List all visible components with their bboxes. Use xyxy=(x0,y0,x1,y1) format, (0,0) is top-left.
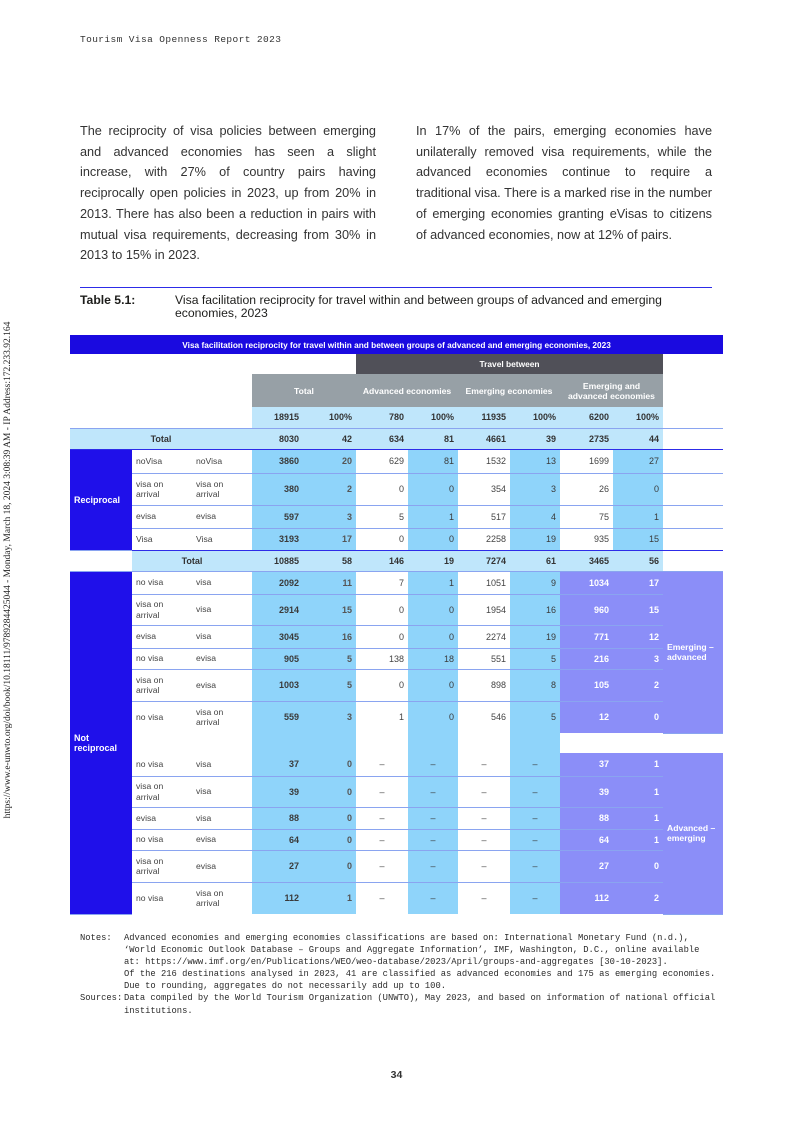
table-cell: 3193 xyxy=(252,528,303,550)
table-cell: 16 xyxy=(303,625,356,648)
table-cell: 20 xyxy=(303,449,356,473)
table-cell: 1 xyxy=(613,807,663,829)
travel-between-header: Travel between xyxy=(356,354,663,374)
table-cell: 17 xyxy=(303,528,356,550)
row-label-to: evisa xyxy=(192,648,252,669)
table-cell: 216 xyxy=(560,648,613,669)
total-cell: 7274 xyxy=(458,550,510,571)
row-label-from: visa on arrival xyxy=(132,776,192,807)
table-cell: – xyxy=(458,829,510,850)
table-cell: 3 xyxy=(303,701,356,733)
count-both-p: 100% xyxy=(613,407,663,428)
row-label-to: visa xyxy=(192,753,252,776)
table-notes xyxy=(80,932,720,1017)
table-cell: 551 xyxy=(458,648,510,669)
not-reciprocal-group-label: Not reciprocal xyxy=(70,571,132,914)
total-cell: 56 xyxy=(613,550,663,571)
row-label-to: evisa xyxy=(192,669,252,701)
total-cell: 19 xyxy=(408,550,458,571)
sources-label: Sources: xyxy=(80,993,123,1004)
total-cell: 146 xyxy=(356,550,408,571)
table-cell: – xyxy=(408,753,458,776)
table-cell: 75 xyxy=(560,505,613,528)
row-label-to: noVisa xyxy=(192,449,252,473)
table-cell: 380 xyxy=(252,473,303,505)
row-label-to: visa on arrival xyxy=(192,473,252,505)
table-cell: – xyxy=(458,776,510,807)
reciprocity-table xyxy=(70,335,723,915)
table-cell: 0 xyxy=(303,807,356,829)
access-watermark-text: https://www.e-unwto.org/doi/book/10.18111/9789284425044 - Monday, March 18, 2024 3:08:39 AM - IP Address:172.233.92.164 xyxy=(3,321,13,819)
row-label-from: no visa xyxy=(132,829,192,850)
table-cell: 17 xyxy=(613,571,663,594)
row-label-from: evisa xyxy=(132,505,192,528)
table-cell: – xyxy=(510,882,560,914)
table-cell: 0 xyxy=(303,753,356,776)
row-label-to: visa xyxy=(192,807,252,829)
total-cell: 58 xyxy=(303,550,356,571)
table-cell: 1 xyxy=(613,829,663,850)
table-cell: 1532 xyxy=(458,449,510,473)
table-cell: – xyxy=(510,776,560,807)
reciprocal-group-label: Reciprocal xyxy=(70,449,132,550)
table-cell: 4 xyxy=(510,505,560,528)
intro-left-paragraph: The reciprocity of visa policies between emerging and advanced economies has seen a slight increase, with 27% of country pairs having reciprocally open policies in 2023, up from 20% in 2013. There has also been a reduction in pairs with mutual visa requirements, decreasing from 30% in 2013 to 15% in 2023. xyxy=(80,124,376,263)
count-total-p: 100% xyxy=(303,407,356,428)
note-rounding: Due to rounding, aggregates do not necessarily add up to 100. xyxy=(124,981,447,992)
table-cell: 15 xyxy=(613,594,663,625)
table-cell: 0 xyxy=(408,701,458,733)
row-label-from: no visa xyxy=(132,648,192,669)
table-cell: 18 xyxy=(408,648,458,669)
row-label-to: visa xyxy=(192,625,252,648)
table-cell: 0 xyxy=(408,594,458,625)
table-cell: 81 xyxy=(408,449,458,473)
count-emg-p: 100% xyxy=(510,407,560,428)
table-cell: 3 xyxy=(303,505,356,528)
table-cell: 7 xyxy=(356,571,408,594)
table-cell: 64 xyxy=(252,829,303,850)
table-cell: – xyxy=(408,882,458,914)
table-cell: 1 xyxy=(613,753,663,776)
table-cell: 3045 xyxy=(252,625,303,648)
row-label-to: visa on arrival xyxy=(192,701,252,733)
row-label-to: evisa xyxy=(192,850,252,882)
table-cell: 0 xyxy=(356,473,408,505)
row-label-from: evisa xyxy=(132,625,192,648)
table-title-bar: Visa facilitation reciprocity for travel within and between groups of advanced and emerging economies, 2023 xyxy=(70,335,723,354)
row-label-to: visa on arrival xyxy=(192,882,252,914)
table-cell: – xyxy=(408,776,458,807)
table-cell: 354 xyxy=(458,473,510,505)
notes-label: Notes: xyxy=(80,933,112,943)
table-cell: 0 xyxy=(303,829,356,850)
intro-text xyxy=(80,121,712,266)
col-header-advanced: Advanced economies xyxy=(356,374,458,407)
advanced-emerging-label: Advanced – emerging xyxy=(663,753,723,914)
intro-right-paragraph: In 17% of the pairs, emerging economies have unilaterally removed visa requirements, while the advanced economies continue to require a traditional visa. There is a marked rise in the number of emerging economies granting eVisas to citizens of advanced economies, now at 12% of pairs. xyxy=(416,124,712,242)
table-cell: 0 xyxy=(356,594,408,625)
total-cell: 10885 xyxy=(252,550,303,571)
table-cell: 64 xyxy=(560,829,613,850)
table-cell: 27 xyxy=(252,850,303,882)
table-cell: 597 xyxy=(252,505,303,528)
table-cell: – xyxy=(408,807,458,829)
running-header: Tourism Visa Openness Report 2023 xyxy=(80,34,282,45)
table-cell: 1 xyxy=(303,882,356,914)
table-cell: 935 xyxy=(560,528,613,550)
table-cell: 1 xyxy=(408,571,458,594)
table-cell: 2092 xyxy=(252,571,303,594)
note-destinations: Of the 216 destinations analysed in 2023, 41 are classified as advanced economies and 175 as emerging economies. xyxy=(124,969,716,980)
table-cell: 771 xyxy=(560,625,613,648)
table-cell: 0 xyxy=(303,850,356,882)
table-cell: 517 xyxy=(458,505,510,528)
total-cell: 2735 xyxy=(560,428,613,449)
count-both-n: 6200 xyxy=(560,407,613,428)
table-cell: 5 xyxy=(510,648,560,669)
table-cell: 112 xyxy=(560,882,613,914)
table-cell: 2 xyxy=(613,669,663,701)
table-cell: 559 xyxy=(252,701,303,733)
table-cell: 12 xyxy=(560,701,613,733)
table-cell: 39 xyxy=(252,776,303,807)
table-cell: 27 xyxy=(560,850,613,882)
row-label-to: Visa xyxy=(192,528,252,550)
page-number: 34 xyxy=(390,1069,403,1081)
table-caption-title: Visa facilitation reciprocity for travel within and between groups of advanced and emerging economies, 2023 xyxy=(175,293,662,320)
table-cell: 15 xyxy=(613,528,663,550)
table-cell: 2258 xyxy=(458,528,510,550)
row-label-to: evisa xyxy=(192,829,252,850)
table-cell: 960 xyxy=(560,594,613,625)
table-cell: 19 xyxy=(510,528,560,550)
total-cell: 81 xyxy=(408,428,458,449)
table-cell: – xyxy=(510,753,560,776)
table-cell: 5 xyxy=(510,701,560,733)
table-cell: 0 xyxy=(408,669,458,701)
not-reciprocal-total-label: Total xyxy=(132,550,252,571)
table-cell: 3 xyxy=(613,648,663,669)
table-cell: 0 xyxy=(356,625,408,648)
table-cell: 1954 xyxy=(458,594,510,625)
table-cell: 1003 xyxy=(252,669,303,701)
table-cell: 5 xyxy=(303,669,356,701)
table-cell: 1034 xyxy=(560,571,613,594)
table-cell: 2274 xyxy=(458,625,510,648)
table-cell: 898 xyxy=(458,669,510,701)
table-cell: 3 xyxy=(510,473,560,505)
table-cell: 3860 xyxy=(252,449,303,473)
table-cell: 16 xyxy=(510,594,560,625)
table-cell: 11 xyxy=(303,571,356,594)
table-cell: 0 xyxy=(613,701,663,733)
table-cell: 0 xyxy=(356,669,408,701)
table-cell: – xyxy=(458,850,510,882)
table-cell: 0 xyxy=(408,625,458,648)
row-label-from: visa on arrival xyxy=(132,850,192,882)
table-cell: 5 xyxy=(303,648,356,669)
table-cell: 9 xyxy=(510,571,560,594)
count-adv-n: 780 xyxy=(356,407,408,428)
total-cell: 42 xyxy=(303,428,356,449)
row-label-to: visa xyxy=(192,594,252,625)
table-cell: 1 xyxy=(613,505,663,528)
count-emg-n: 11935 xyxy=(458,407,510,428)
table-caption xyxy=(80,294,720,320)
table-cell: 138 xyxy=(356,648,408,669)
table-caption-label: Table 5.1: xyxy=(80,293,136,307)
table-cell: – xyxy=(458,753,510,776)
caption-rule xyxy=(80,287,712,288)
col-header-emerging: Emerging economies xyxy=(458,374,560,407)
table-cell: 8 xyxy=(510,669,560,701)
emerging-advanced-label: Emerging – advanced xyxy=(663,571,723,733)
row-label-from: evisa xyxy=(132,807,192,829)
row-label-from: Visa xyxy=(132,528,192,550)
table-cell: 5 xyxy=(356,505,408,528)
table-cell: – xyxy=(510,807,560,829)
table-cell: 0 xyxy=(613,850,663,882)
table-cell: 546 xyxy=(458,701,510,733)
table-cell: – xyxy=(356,807,408,829)
table-cell: – xyxy=(356,850,408,882)
table-cell: 39 xyxy=(560,776,613,807)
table-cell: 0 xyxy=(356,528,408,550)
table-cell: 1051 xyxy=(458,571,510,594)
table-cell: 629 xyxy=(356,449,408,473)
table-cell: – xyxy=(356,829,408,850)
total-cell: 3465 xyxy=(560,550,613,571)
row-label-from: visa on arrival xyxy=(132,473,192,505)
total-cell: 44 xyxy=(613,428,663,449)
table-cell: 88 xyxy=(252,807,303,829)
table-cell: 0 xyxy=(613,473,663,505)
total-cell: 61 xyxy=(510,550,560,571)
sources-text: Data compiled by the World Tourism Organization (UNWTO), May 2023, and based on information of national official institutions. xyxy=(124,993,716,1016)
table-cell: 37 xyxy=(252,753,303,776)
row-label-from: noVisa xyxy=(132,449,192,473)
table-cell: – xyxy=(510,829,560,850)
note-classification: Advanced economies and emerging economies classifications are based on: International Monetary Fund (n.d.), ‘World Economic Outlook Database – Groups and Aggregate Information’, IMF, Washington, D.C., online available at: https://www.imf.org/en/Publications/WEO/weo-database/2023/April/groups-and-aggregates [30-10-2023]. xyxy=(124,933,700,968)
table-cell: – xyxy=(408,850,458,882)
row-label-to: visa xyxy=(192,571,252,594)
table-cell: – xyxy=(458,882,510,914)
table-cell: 26 xyxy=(560,473,613,505)
count-total-n: 18915 xyxy=(252,407,303,428)
total-cell: 634 xyxy=(356,428,408,449)
table-cell: – xyxy=(356,753,408,776)
table-cell: 0 xyxy=(303,776,356,807)
table-cell: 2 xyxy=(303,473,356,505)
table-cell: – xyxy=(408,829,458,850)
row-label-to: visa xyxy=(192,776,252,807)
table-cell: 2 xyxy=(613,882,663,914)
table-cell: 27 xyxy=(613,449,663,473)
row-label-from: visa on arrival xyxy=(132,594,192,625)
table-cell: 13 xyxy=(510,449,560,473)
total-cell: 8030 xyxy=(252,428,303,449)
table-cell: – xyxy=(458,807,510,829)
table-cell: – xyxy=(356,882,408,914)
table-cell: 2914 xyxy=(252,594,303,625)
col-header-both: Emerging and advanced economies xyxy=(560,374,663,407)
table-cell: – xyxy=(510,850,560,882)
table-cell: 12 xyxy=(613,625,663,648)
access-watermark xyxy=(0,280,16,860)
table-cell: 1 xyxy=(356,701,408,733)
table-cell: 37 xyxy=(560,753,613,776)
row-label-from: visa on arrival xyxy=(132,669,192,701)
table-cell: 1 xyxy=(613,776,663,807)
row-label-from: no visa xyxy=(132,882,192,914)
table-cell: 1 xyxy=(408,505,458,528)
col-header-total: Total xyxy=(252,374,356,407)
row-label-from: no visa xyxy=(132,701,192,733)
table-cell: 105 xyxy=(560,669,613,701)
table-cell: 19 xyxy=(510,625,560,648)
table-cell: 88 xyxy=(560,807,613,829)
row-label-from: no visa xyxy=(132,571,192,594)
table-cell: 0 xyxy=(408,473,458,505)
row-label-to: evisa xyxy=(192,505,252,528)
count-adv-p: 100% xyxy=(408,407,458,428)
table-cell: – xyxy=(356,776,408,807)
reciprocal-total-label: Total xyxy=(70,428,252,449)
table-cell: 905 xyxy=(252,648,303,669)
total-cell: 39 xyxy=(510,428,560,449)
table-cell: 0 xyxy=(408,528,458,550)
row-label-from: no visa xyxy=(132,753,192,776)
table-cell: 1699 xyxy=(560,449,613,473)
table-cell: 15 xyxy=(303,594,356,625)
total-cell: 4661 xyxy=(458,428,510,449)
table-cell: 112 xyxy=(252,882,303,914)
